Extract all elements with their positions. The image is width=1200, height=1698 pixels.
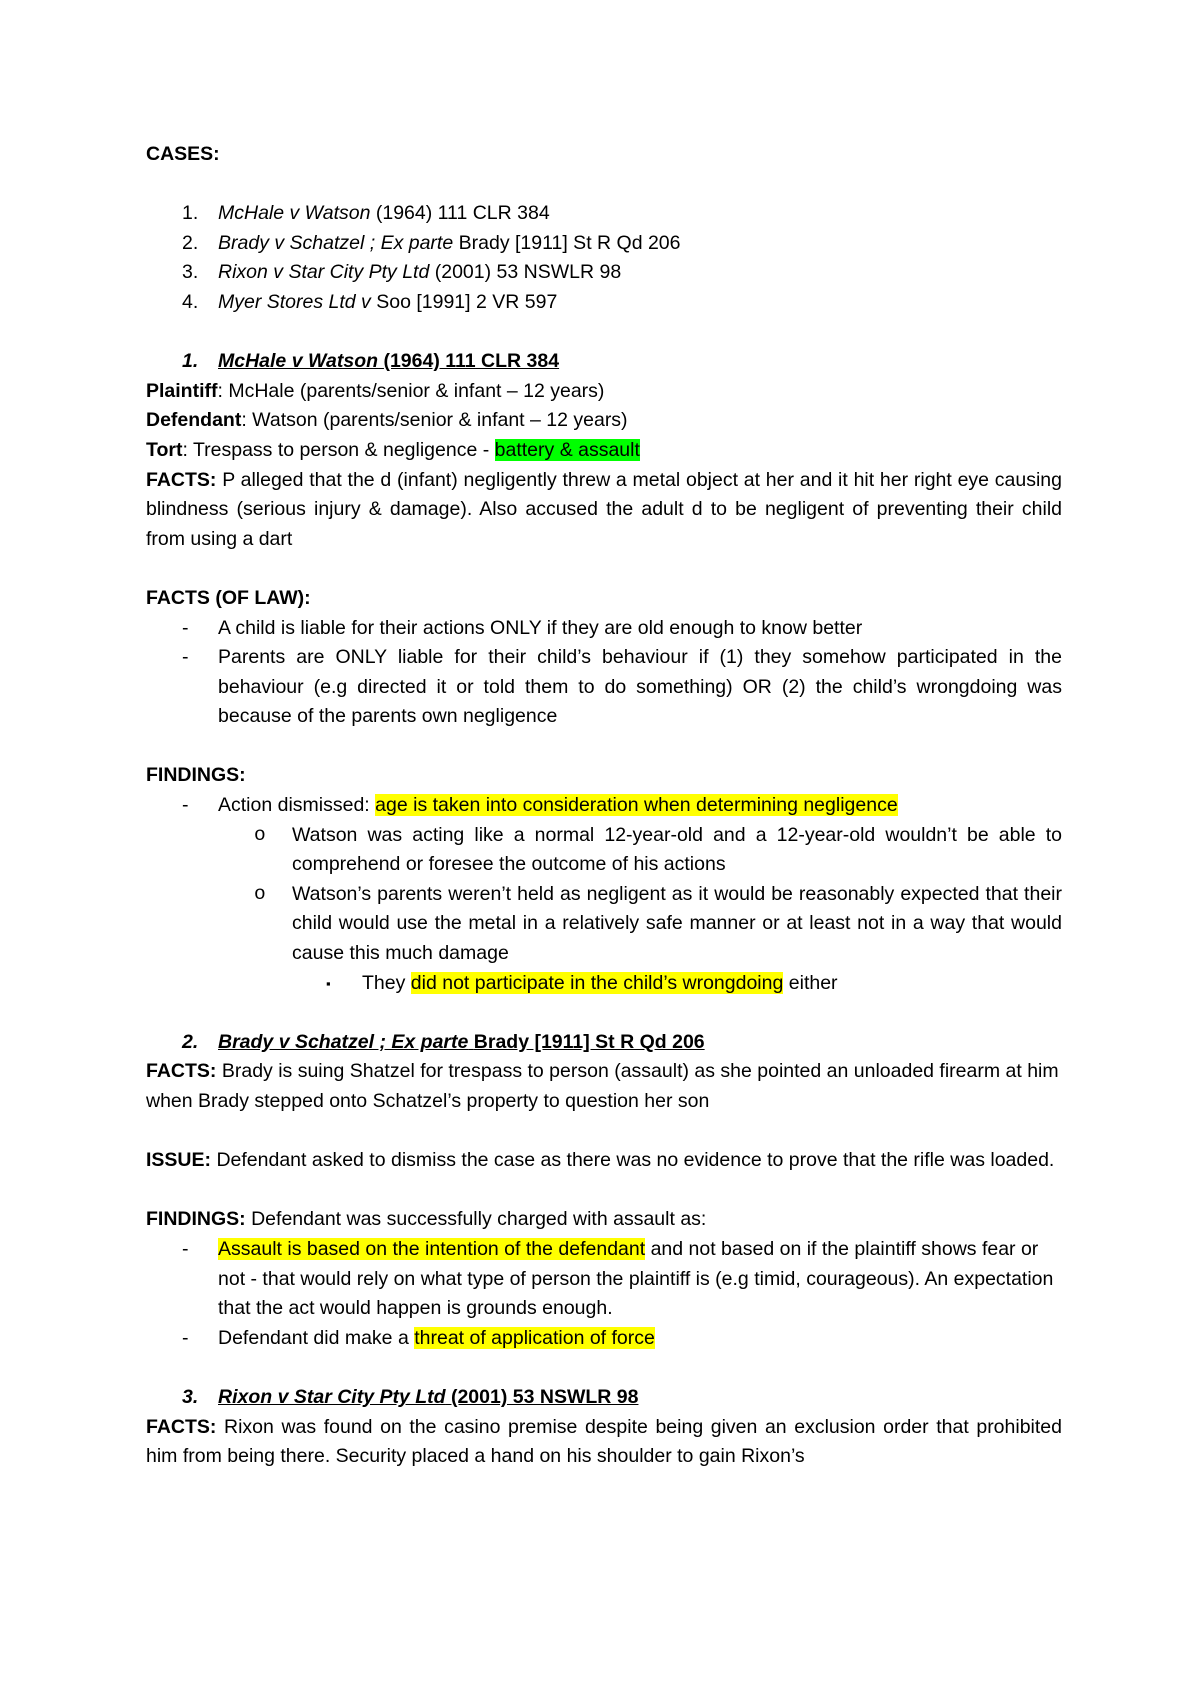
case1-facts: FACTS: P alleged that the d (infant) negligently threw a metal object at her and it hit her right eye causing blindness (serious injury & damage). Also accused the adult d to be negligent of preventing their child from using a dart: [146, 468, 1062, 550]
list-item: ▪ They did not participate in the child’s wrongdoing either: [326, 971, 838, 994]
case-list: [146, 199, 1062, 317]
list-item: o Watson was acting like a normal 12-year-old and a 12-year-old wouldn’t be able to comprehend or foresee the outcome of his actions: [254, 823, 1062, 876]
highlight: threat of application of force: [414, 1326, 655, 1349]
list-item: 1. McHale v Watson (1964) 111 CLR 384: [182, 202, 550, 225]
list-item: 4. Myer Stores Ltd v Soo [1991] 2 VR 597: [182, 290, 558, 313]
highlight: Assault is based on the intention of the defendant: [218, 1237, 646, 1260]
highlight: did not participate in the child’s wrongdoing: [410, 971, 784, 994]
case3-heading: 3. Rixon v Star City Pty Ltd (2001) 53 NSWLR 98: [182, 1385, 639, 1408]
case2-heading: 2. Brady v Schatzel ; Ex parte Brady [1911] St R Qd 206: [182, 1030, 705, 1053]
case1-law-heading: FACTS (OF LAW):: [146, 586, 311, 609]
case2-findings: FINDINGS: Defendant was successfully charged with assault as:: [146, 1208, 707, 1231]
cases-heading: CASES:: [146, 143, 220, 165]
list-item: - A child is liable for their actions ONLY if they are old enough to know better: [182, 616, 863, 639]
document-page: [146, 140, 1062, 1472]
list-item: - Parents are ONLY liable for their child’s behaviour if (1) they somehow participated in the behaviour (e.g directed it or told them to do something) OR (2) the child’s wrongdoing was because of the parents own negligence: [182, 646, 1062, 728]
list-item: 3. Rixon v Star City Pty Ltd (2001) 53 NSWLR 98: [182, 261, 622, 284]
case1-plaintiff: Plaintiff: McHale (parents/senior & infant – 12 years): [146, 379, 605, 402]
case1-tort: Tort: Trespass to person & negligence - battery & assault: [146, 438, 640, 461]
list-item: - Defendant did make a threat of application of force: [182, 1326, 655, 1349]
case1-heading: 1. McHale v Watson (1964) 111 CLR 384: [182, 350, 560, 373]
case3-facts: FACTS: Rixon was found on the casino premise despite being given an exclusion order that prohibited him from being there. Security placed a hand on his shoulder to gain Rixon’s: [146, 1415, 1062, 1468]
list-item: o Watson’s parents weren’t held as negligent as it would be reasonably expected that their child would use the metal in a relatively safe manner or at least not in a way that would cause this much damage: [254, 882, 1062, 965]
case1-defendant: Defendant: Watson (parents/senior & infant – 12 years): [146, 409, 628, 432]
case1-findings-heading: FINDINGS:: [146, 764, 246, 787]
list-item: - Action dismissed: age is taken into consideration when determining negligence: [182, 794, 898, 817]
highlight: battery & assault: [494, 438, 640, 461]
case2-issue: ISSUE: Defendant asked to dismiss the case as there was no evidence to prove that the rifle was loaded.: [146, 1149, 1055, 1172]
list-item: - Assault is based on the intention of the defendant and not based on if the plaintiff shows fear or not - that would rely on what type of person the plaintiff is (e.g timid, courageous). An expectation that the act would happen is grounds enough.: [182, 1237, 1054, 1320]
highlight: age is taken into consideration when determining negligence: [375, 794, 898, 817]
list-item: 2. Brady v Schatzel ; Ex parte Brady [1911] St R Qd 206: [182, 231, 681, 254]
case2-facts: FACTS: Brady is suing Shatzel for trespass to person (assault) as she pointed an unloaded firearm at him when Brady stepped onto Schatzel’s property to question her son: [146, 1060, 1059, 1112]
